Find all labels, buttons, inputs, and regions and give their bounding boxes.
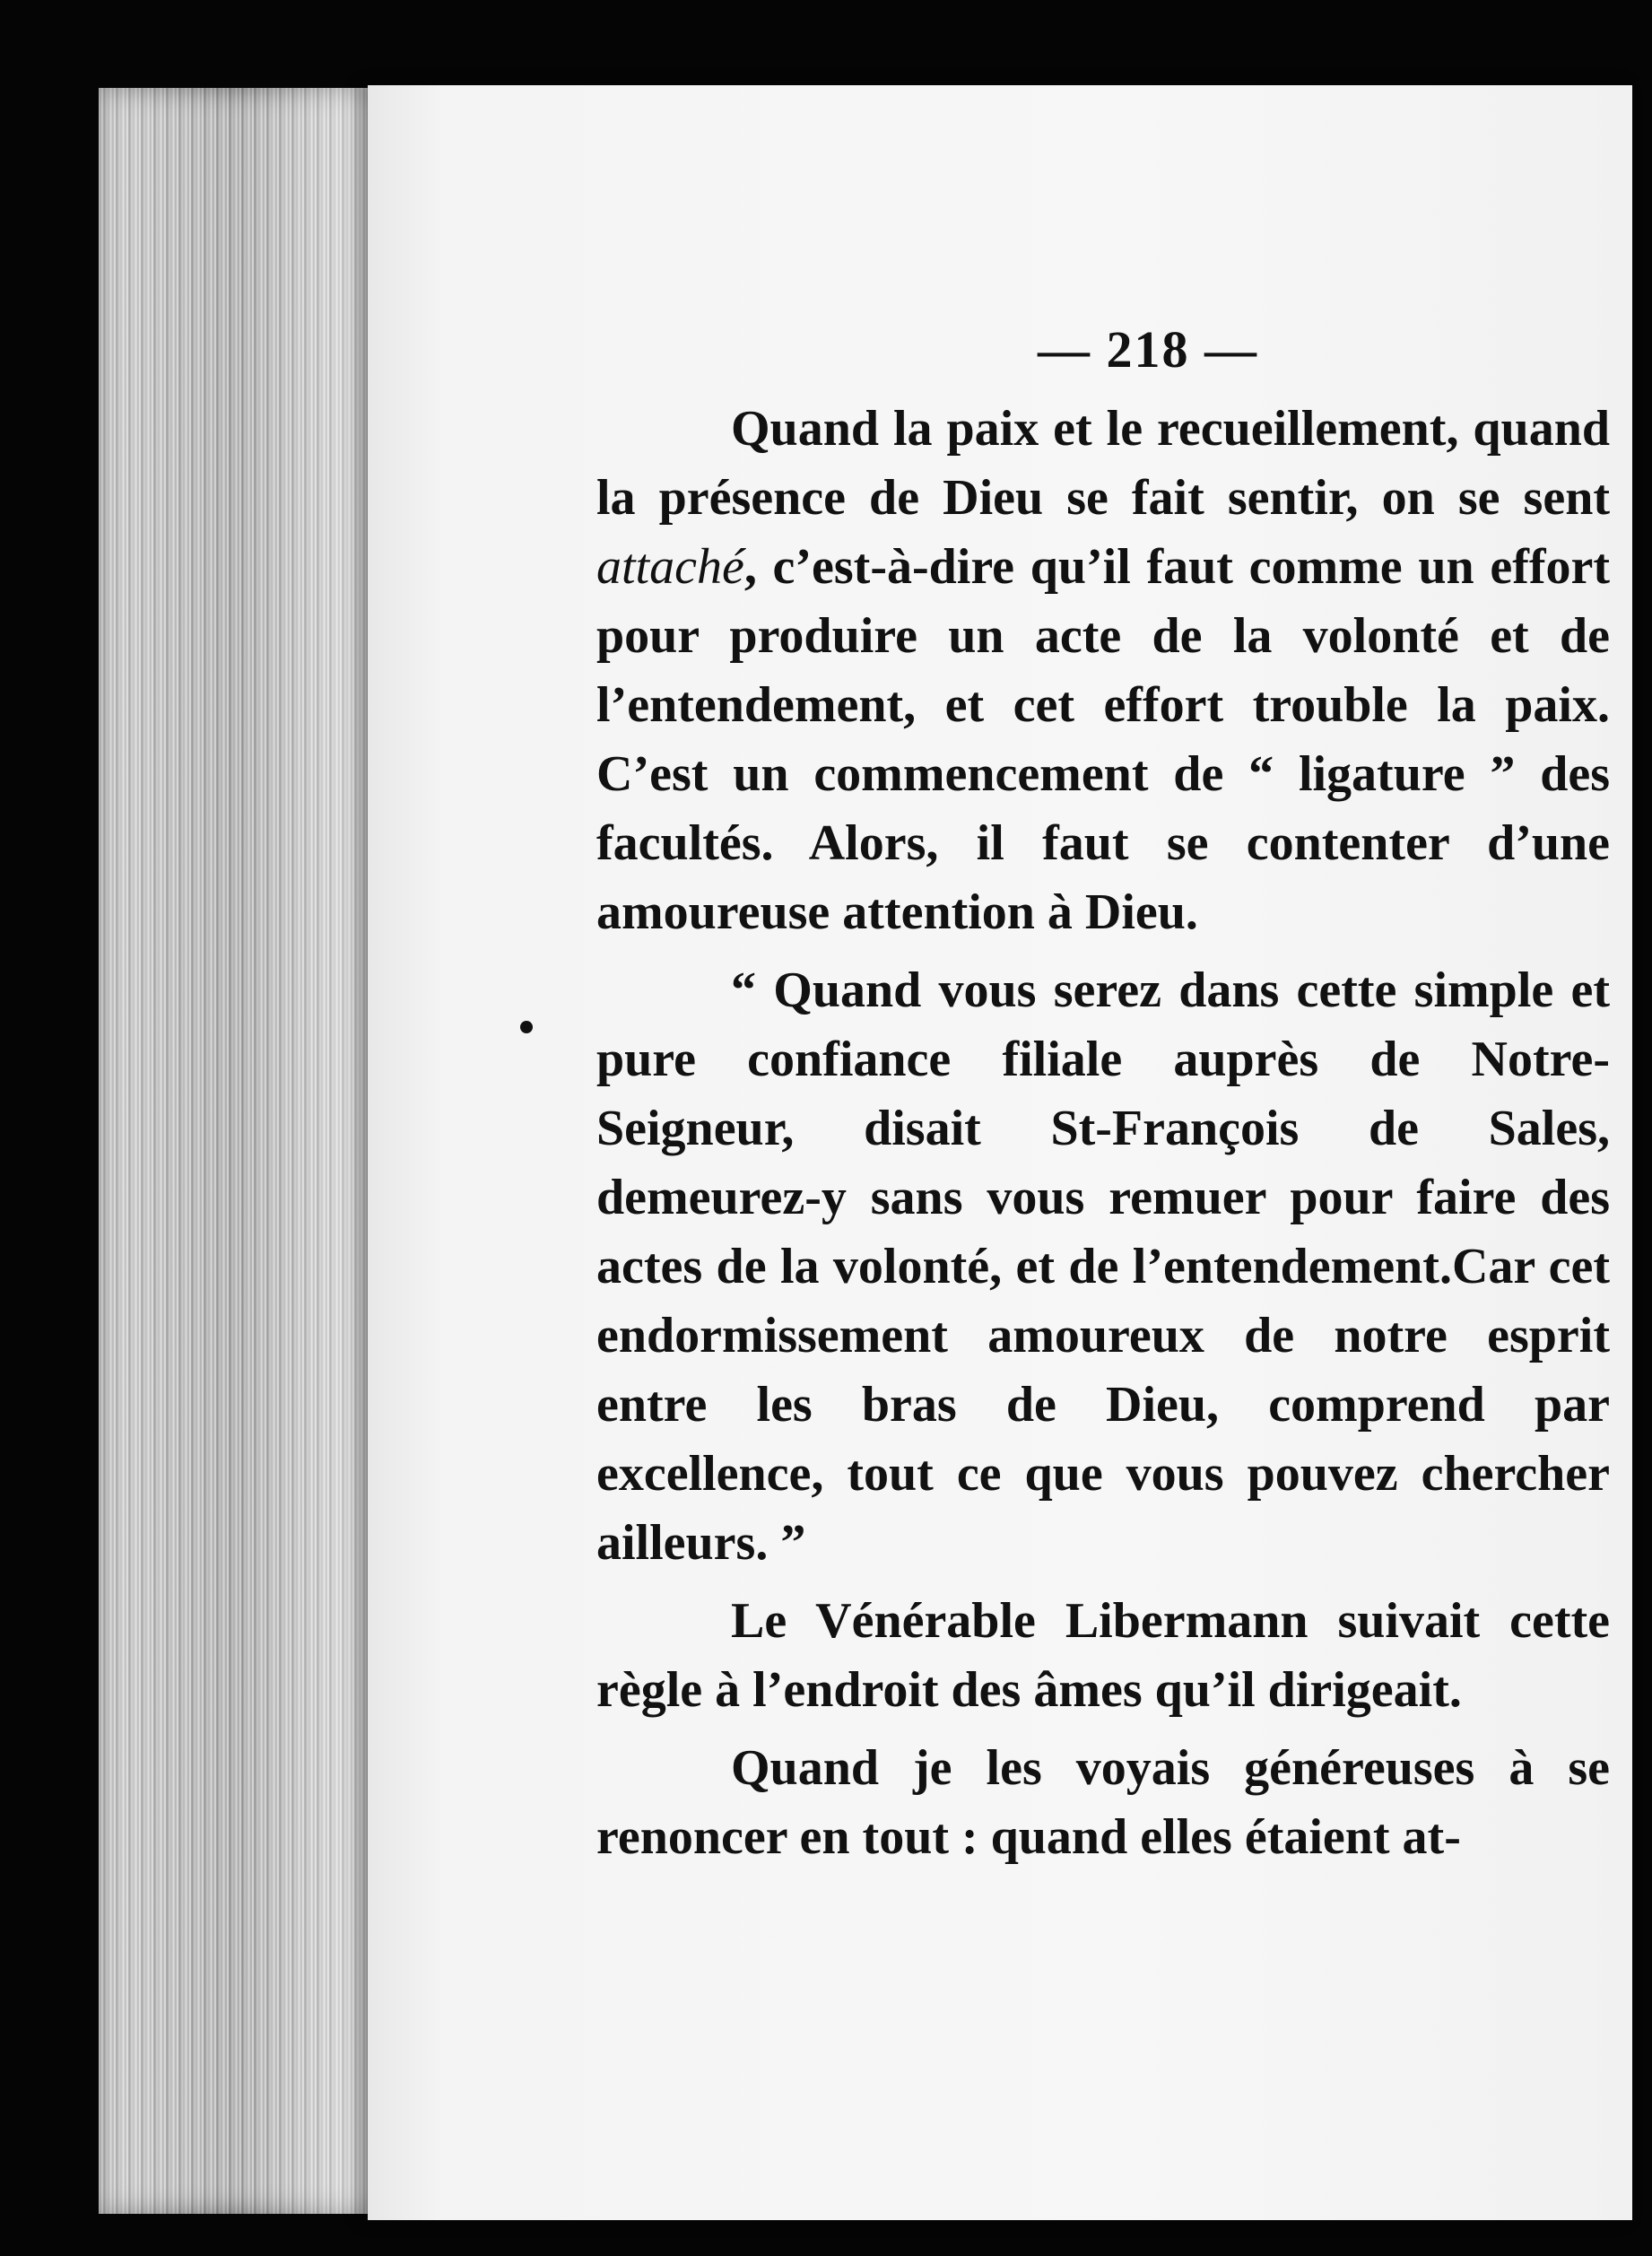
page-text [596, 320, 1610, 1872]
book-page-edges [99, 88, 404, 2214]
paragraph [596, 1587, 1610, 1725]
text-segment: Quand la paix et le recueillement, quand la présence de Dieu se fait sentir, on se sent [596, 401, 1610, 526]
margin-mark [520, 1021, 533, 1033]
paragraph [596, 1734, 1610, 1872]
paragraph [596, 395, 1610, 947]
text-segment: , c’est-à-dire qu’il faut comme un effort pour produire un acte de la volonté et de l’entendement, et cet effort trouble la paix. C’est un commencement de “ ligature ” des facultés. Alors, il faut se contenter d’une amoureuse attention à Dieu. [596, 539, 1610, 940]
page-number: — 218 — [1038, 320, 1258, 379]
text-segment: Le Vénérable Libermann suivait cette règle à l’endroit des âmes qu’il dirigeait. [596, 1593, 1610, 1718]
text-segment: Quand je les voyais généreuses à se renoncer en tout : quand elles étaient at- [596, 1740, 1610, 1865]
text-segment-italic: attaché [596, 539, 744, 595]
text-segment: “ Quand vous serez dans cette simple et pure confiance filiale auprès de Notre-Seigneur, disait St-François de Sales, demeurez-y sans vous remuer pour faire des actes de la volonté, et de l’entendement.Car cet endormissement amoureux de notre esprit entre les bras de Dieu, comprend par excellence, tout ce que vous pouvez chercher ailleurs. ” [596, 963, 1610, 1571]
paragraph [596, 956, 1610, 1578]
